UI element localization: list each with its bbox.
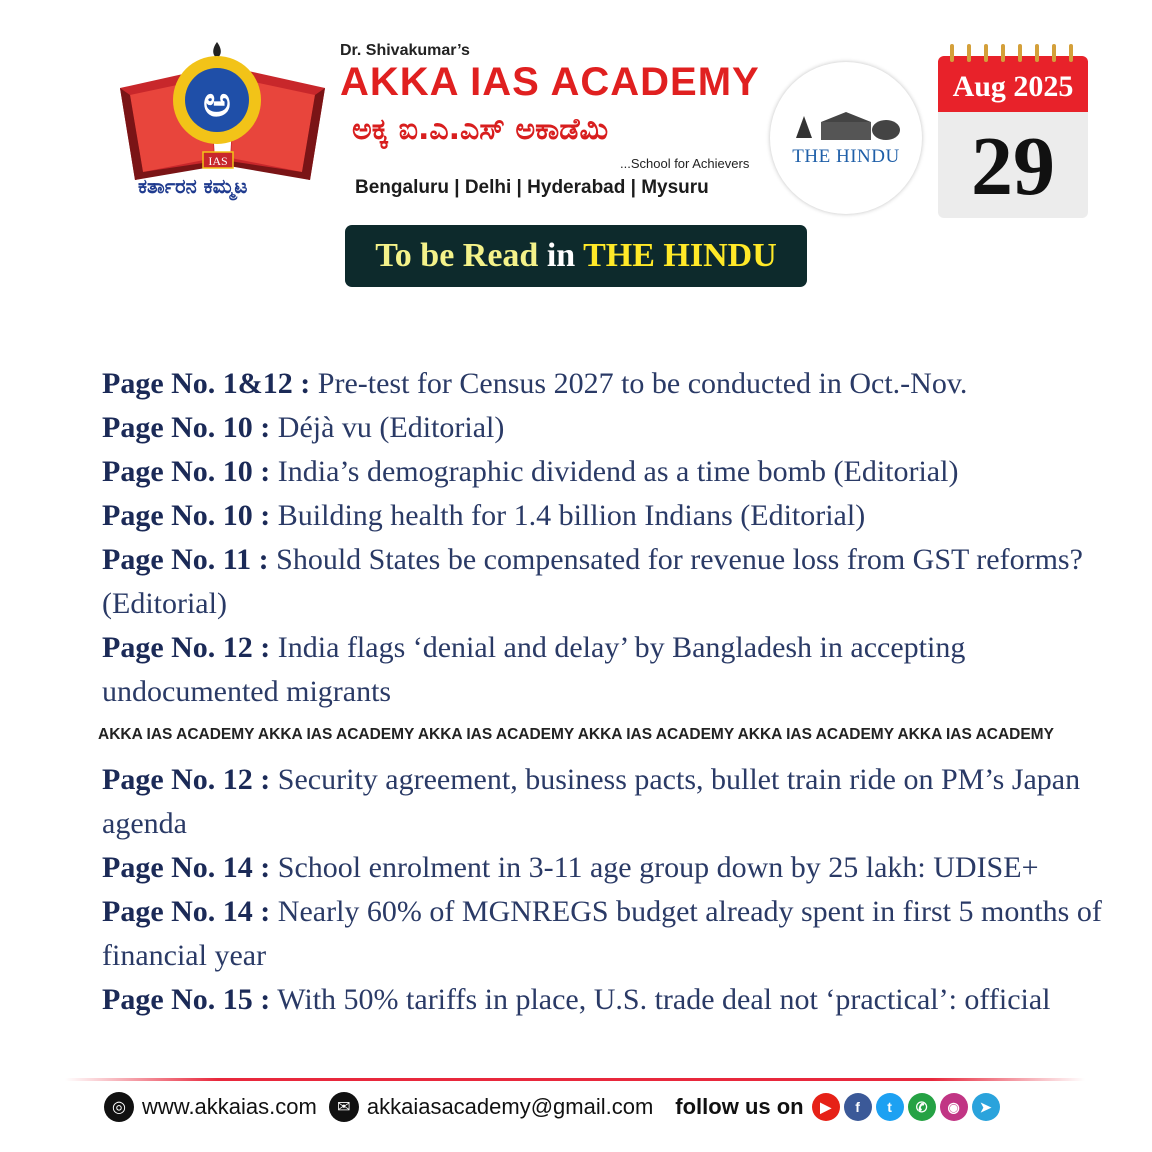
list-item [102,362,1112,406]
newspaper-name: THE HINDU [792,146,900,167]
page-number: Page No. 10 : [102,455,271,488]
calendar-day: 29 [971,120,1055,213]
article-title: Nearly 60% of MGNREGS budget already spent in first 5 months of financial year [102,895,1102,972]
calendar-header [938,56,1088,112]
date-calendar [938,50,1088,218]
banner-text-2: in [546,237,576,274]
list-item [102,890,1112,978]
list-item [102,494,1112,538]
newspaper-crest-icon [786,108,906,146]
article-title: Security agreement, business pacts, bullet train ride on PM’s Japan agenda [102,763,1081,840]
article-title: Pre-test for Census 2027 to be conducted in Oct.-Nov. [317,367,968,400]
email-link[interactable]: akkaiasacademy@gmail.com [366,1094,654,1119]
list-item [102,406,1112,450]
founder-name: Dr. Shivakumar’s [340,42,470,59]
whatsapp-icon[interactable]: ✆ [908,1093,936,1121]
academy-title-kannada: ಅಕ್ಕ ಐ.ಎ.ಎಸ್ ಅಕಾಡೆಮಿ [352,112,609,147]
page-number: Page No. 10 : [102,499,271,532]
calendar-body [938,112,1088,218]
list-item [102,846,1112,890]
list-item [102,758,1112,846]
youtube-icon[interactable]: ▶ [812,1093,840,1121]
page-number: Page No. 1&12 : [102,367,311,400]
mail-icon: ✉ [329,1092,359,1122]
logo-caption: ಕರ್ತಾರನ ಕಮ್ಮಟ [138,174,248,198]
facebook-icon[interactable]: f [844,1093,872,1121]
list-item [102,538,1112,626]
page-number: Page No. 15 : [102,983,271,1016]
article-list [102,362,1112,714]
follow-label: follow us on [675,1094,804,1119]
article-title: With 50% tariffs in place, U.S. trade deal not ‘practical’: official [277,983,1051,1016]
article-title: School enrolment in 3-11 age group down by 25 lakh: UDISE+ [277,851,1039,884]
page-number: Page No. 11 : [102,543,269,576]
footer [104,1090,1004,1124]
academy-watermark-strip: AKKA IAS ACADEMY AKKA IAS ACADEMY AKKA IAS ACADEMY AKKA IAS ACADEMY AKKA IAS ACADEMY AKKA IAS ACADEMY [98,726,1054,743]
academy-title: AKKA IAS ACADEMY [340,60,760,104]
page-number: Page No. 14 : [102,895,271,928]
footer-divider [65,1078,1085,1081]
page-number: Page No. 12 : [102,631,271,664]
article-list-continued [102,758,1112,1022]
globe-icon: ◎ [104,1092,134,1122]
page-number: Page No. 12 : [102,763,271,796]
list-item [102,978,1112,1022]
page-number: Page No. 10 : [102,411,271,444]
list-item [102,626,1112,714]
academy-cities: Bengaluru | Delhi | Hyderabad | Mysuru [355,177,709,198]
twitter-icon[interactable]: t [876,1093,904,1121]
banner-text-3: THE HINDU [583,237,777,274]
article-title: India flags ‘denial and delay’ by Bangladesh in accepting undocumented migrants [102,631,966,708]
article-title: Building health for 1.4 billion Indians (Editorial) [277,499,866,532]
page-number: Page No. 14 : [102,851,271,884]
to-be-read-banner [345,225,807,287]
telegram-icon[interactable]: ➤ [972,1093,1000,1121]
banner-text-1: To be Read [375,237,539,274]
article-title: Déjà vu (Editorial) [277,411,505,444]
logo-ias-text: IAS [208,154,228,168]
calendar-month: Aug 2025 [952,70,1074,103]
calendar-rings-icon [946,44,1080,64]
website-link[interactable]: www.akkaias.com [142,1094,317,1119]
svg-text:ಅ: ಅ [203,77,231,126]
list-item [102,450,1112,494]
article-title: Should States be compensated for revenue loss from GST reforms? (Editorial) [102,543,1083,620]
academy-tagline: ...School for Achievers [620,156,750,171]
instagram-icon[interactable]: ◉ [940,1093,968,1121]
article-title: India’s demographic dividend as a time bomb (Editorial) [277,455,959,488]
the-hindu-badge [770,62,922,214]
